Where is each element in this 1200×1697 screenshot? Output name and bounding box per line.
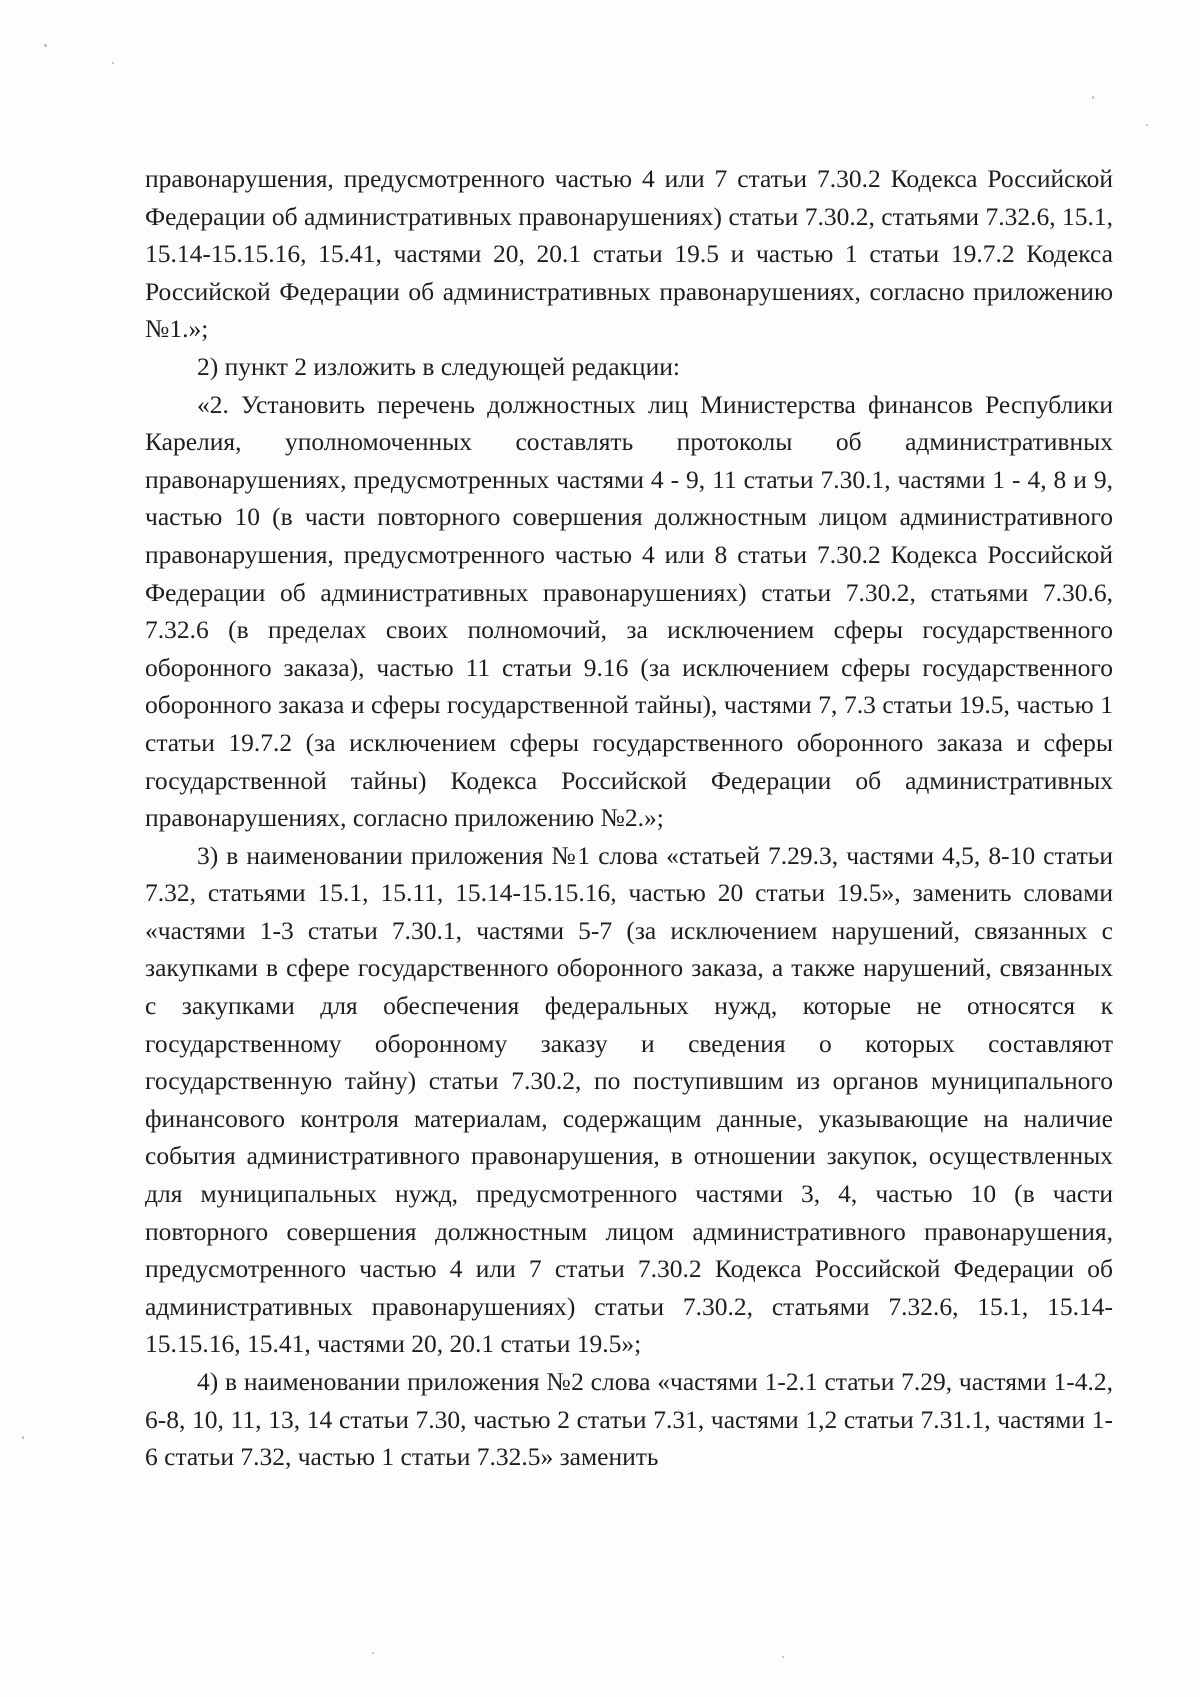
scan-speck bbox=[782, 1656, 784, 1658]
document-body bbox=[145, 160, 1113, 1476]
scan-speck bbox=[1092, 96, 1094, 99]
scan-speck bbox=[112, 62, 114, 64]
scan-speck bbox=[44, 44, 47, 47]
scan-speck bbox=[372, 1652, 374, 1654]
paragraph-item-2-text: «2. Установить перечень должностных лиц Министерства финансов Республики Карелия, уполномоченных составлять протоколы об административных правонарушениях, предусмотренных частями 4 - 9, 11 статьи 7.30.1, частями 1 - 4, 8 и 9, частью 10 (в части повторного совершения должностным лицом административного правонарушения, предусмотренного частью 4 или 8 статьи 7.30.2 Кодекса Российской Федерации об административных правонарушениях) статьи 7.30.2, статьями 7.30.6, 7.32.6 (в пределах своих полномочий, за исключением сферы государственного оборонного заказа), частью 11 статьи 9.16 (за исключением сферы государственного оборонного заказа и сферы государственной тайны), частями 7, 7.3 статьи 19.5, частью 1 статьи 19.7.2 (за исключением сферы государственного оборонного заказа и сферы государственной тайны) Кодекса Российской Федерации об административных правонарушениях, согласно приложению №2.»; bbox=[145, 389, 1113, 833]
paragraph-item-4: 4) в наименовании приложения №2 слова «частями 1-2.1 статьи 7.29, частями 1-4.2, 6-8, 10, 11, 13, 14 статьи 7.30, частью 2 статьи 7.31, частями 1,2 статьи 7.31.1, частями 1-6 статьи 7.32, частью 1 статьи 7.32.5» заменить bbox=[145, 1367, 1113, 1472]
paragraph-item-2: 2) пункт 2 изложить в следующей редакции: bbox=[197, 351, 680, 381]
scan-speck bbox=[1146, 124, 1148, 126]
paragraph-item-3: 3) в наименовании приложения №1 слова «статьей 7.29.3, частями 4,5, 8-10 статьи 7.32, статьями 15.1, 15.11, 15.14-15.15.16, частью 20 статьи 19.5», заменить словами «частями 1-3 статьи 7.30.1, частями 5-7 (за исключением нарушений, связанных с закупками в сфере государственного оборонного заказа, а также нарушений, связанных с закупками для обеспечения федеральных нужд, которые не относятся к государственному оборонному заказу и сведения о которых составляют государственную тайну) статьи 7.30.2, по поступившим из органов муниципального финансового контроля материалам, содержащим данные, указывающие на наличие события административного правонарушения, в отношении закупок, осуществленных для муниципальных нужд, предусмотренного частями 3, 4, частью 10 (в части повторного совершения должностным лицом административного правонарушения, предусмотренного частью 4 или 7 статьи 7.30.2 Кодекса Российской Федерации об административных правонарушениях) статьи 7.30.2, статьями 7.32.6, 15.1, 15.14-15.15.16, 15.41, частями 20, 20.1 статьи 19.5»; bbox=[145, 840, 1113, 1359]
paragraph-continuation: правонарушения, предусмотренного частью 4 или 7 статьи 7.30.2 Кодекса Российской Федерации об административных правонарушениях) статьи 7.30.2, статьями 7.32.6, 15.1, 15.14-15.15.16, 15.41, частями 20, 20.1 статьи 19.5 и частью 1 статьи 19.7.2 Кодекса Российской Федерации об административных правонарушениях, согласно приложению №1.»; bbox=[145, 164, 1113, 344]
scan-speck bbox=[22, 1436, 24, 1439]
